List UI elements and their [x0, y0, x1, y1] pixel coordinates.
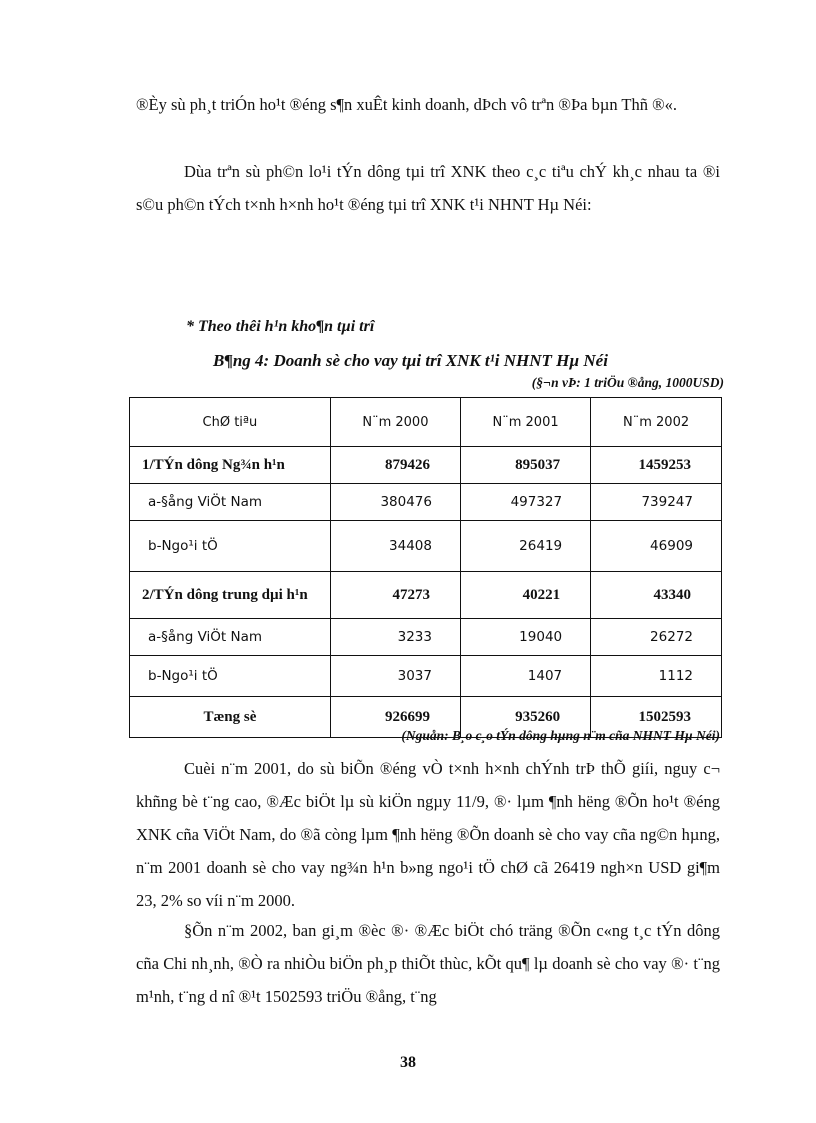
paragraph-intro: ®Èy sù ph¸t triÓn ho¹t ®éng s¶n xuÊt kinh doanh, dÞch vô trªn ®Þa bµn Thñ ®«. [136, 95, 678, 114]
cell-value: 34408 [330, 521, 460, 572]
cell-value: 46909 [591, 521, 722, 572]
row-label: b-Ngo¹i tÖ [130, 521, 331, 572]
row-label: b-Ngo¹i tÖ [130, 656, 331, 697]
cell-value: 895037 [460, 447, 590, 484]
cell-value: 3233 [330, 619, 460, 656]
row-label: 2/TÝn dông trung dµi h¹n [130, 572, 331, 619]
table-row [130, 619, 722, 656]
table-header-row [130, 398, 722, 447]
header-indicator: ChØ tiªu [130, 398, 331, 447]
cell-value: 47273 [330, 572, 460, 619]
header-year-2002: N¨m 2002 [591, 398, 722, 447]
table-row [130, 447, 722, 484]
page-number: 38 [400, 1054, 416, 1071]
cell-value: 380476 [330, 484, 460, 521]
cell-value: 1112 [591, 656, 722, 697]
row-label: a-§ång ViÖt Nam [130, 484, 331, 521]
paragraph-2002: §Õn n¨m 2002, ban gi¸m ®èc ®· ®Æc biÖt chó träng ®Õn c«ng t¸c tÝn dông cña Chi nh¸nh, ®Ò ra nhiÒu biÖn ph¸p thiÕt thùc, kÕt qu¶ lµ doanh sè cho vay ®· t¨ng m¹nh, t¨ng d nî ®¹t 1502593 triÖu ®ång, t¨ng [136, 921, 720, 1006]
paragraph-2001: Cuèi n¨m 2001, do sù biÕn ®éng vÒ t×nh h×nh chÝnh trÞ thÕ giíi, nguy c¬ khñng bè t¨ng cao, ®Æc biÖt lµ sù kiÖn ngµy 11/9, ®· lµm ¶nh hëng ®Õn ho¹t ®éng XNK cña ViÖt Nam, do ®ã còng lµm ¶nh hëng ®Õn doanh sè cho vay cña ng©n hµng, n¨m 2001 doanh sè cho vay ng¾n h¹n b»ng ngo¹i tÖ chØ cã 26419 ngh×n USD gi¶m 23, 2% so víi n¨m 2000. [136, 759, 720, 910]
table-title: B¶ng 4: Doanh sè cho vay tµi trî XNK t¹i NHNT Hµ Néi [213, 351, 608, 370]
table-unit: (§¬n vÞ: 1 triÖu ®ång, 1000USD) [531, 375, 724, 390]
header-year-2001: N¨m 2001 [460, 398, 590, 447]
section-heading: * Theo thêi h¹n kho¶n tµi trî [186, 318, 375, 335]
cell-value: 40221 [460, 572, 590, 619]
row-label: 1/TÝn dông Ng¾n h¹n [130, 447, 331, 484]
table-row [130, 521, 722, 572]
paragraph-analysis: Dùa trªn sù ph©n lo¹i tÝn dông tµi trî XNK theo c¸c tiªu chÝ kh¸c nhau ta ®i s©u ph©n tÝch t×nh h×nh ho¹t ®éng tµi trî XNK t¹i NHNT Hµ Néi: [136, 162, 720, 214]
table-source-note: (Nguån: B¸o c¸o tÝn dông hµng n¨m cña NHNT Hµ Néi) [401, 728, 720, 743]
cell-value: 43340 [591, 572, 722, 619]
cell-value: 926699 [330, 697, 460, 738]
cell-value: 26272 [591, 619, 722, 656]
cell-value: 1502593 [591, 697, 722, 738]
table-row [130, 656, 722, 697]
cell-value: 879426 [330, 447, 460, 484]
cell-value: 1459253 [591, 447, 722, 484]
cell-value: 497327 [460, 484, 590, 521]
loan-table [129, 397, 722, 738]
row-label: Tæng sè [130, 697, 331, 738]
cell-value: 19040 [460, 619, 590, 656]
table-row [130, 572, 722, 619]
cell-value: 1407 [460, 656, 590, 697]
cell-value: 739247 [591, 484, 722, 521]
cell-value: 3037 [330, 656, 460, 697]
cell-value: 935260 [460, 697, 590, 738]
table-row [130, 484, 722, 521]
cell-value: 26419 [460, 521, 590, 572]
row-label: a-§ång ViÖt Nam [130, 619, 331, 656]
header-year-2000: N¨m 2000 [330, 398, 460, 447]
